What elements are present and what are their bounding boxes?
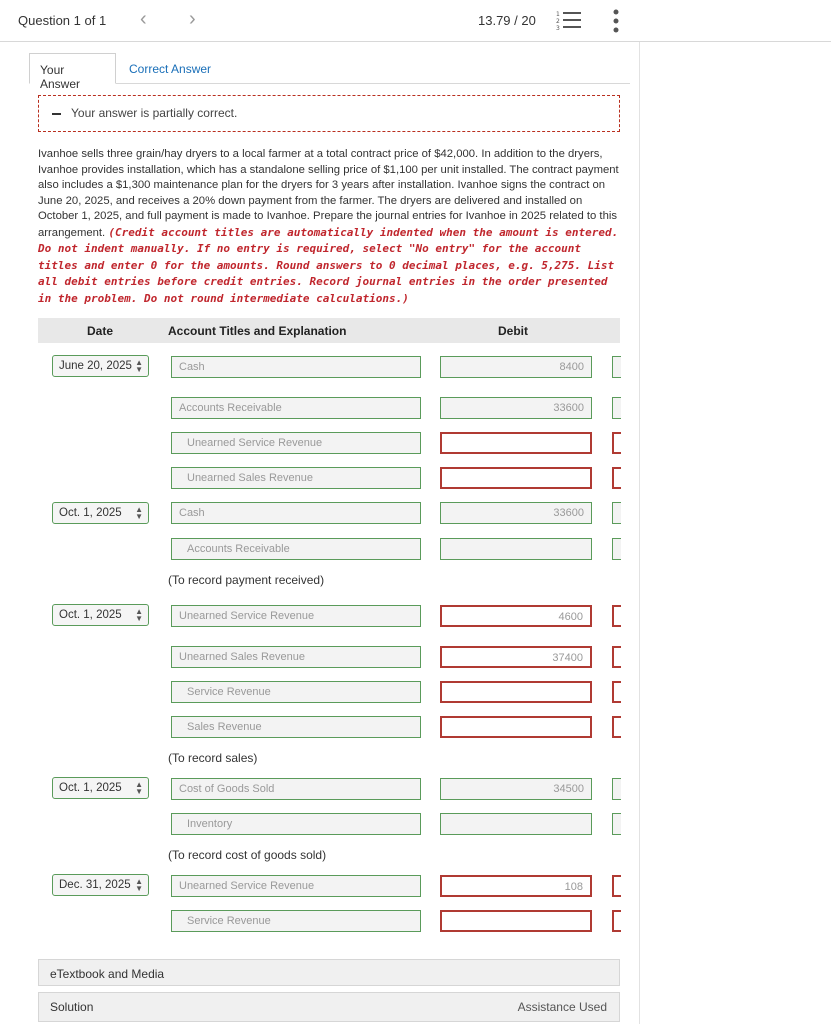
credit-input[interactable] [612, 875, 621, 897]
debit-input[interactable]: 108 [440, 875, 592, 897]
entry-note: (To record payment received) [168, 573, 325, 587]
account-input[interactable]: Service Revenue [171, 910, 421, 932]
assistance-used-label: Assistance Used [517, 1000, 607, 1014]
debit-input[interactable] [440, 538, 592, 560]
top-bar [0, 0, 831, 42]
problem-statement [38, 147, 620, 307]
debit-input[interactable] [440, 716, 592, 738]
account-input[interactable]: Unearned Service Revenue [171, 432, 421, 454]
account-input[interactable]: Inventory [171, 813, 421, 835]
debit-input[interactable]: 33600 [440, 397, 592, 419]
account-input[interactable]: Unearned Service Revenue [171, 605, 421, 627]
svg-text:3: 3 [556, 25, 560, 31]
credit-input[interactable] [612, 538, 621, 560]
answer-tabs [29, 53, 630, 91]
credit-input[interactable] [612, 467, 621, 489]
debit-input[interactable] [440, 813, 592, 835]
account-input[interactable]: Unearned Sales Revenue [171, 646, 421, 668]
question-counter: Question 1 of 1 [18, 13, 107, 28]
problem-instructions: (Credit account titles are automatically indented when the amount is entered. Do not indent manually. If no entry is required, select "No entry" for the account titles and enter 0 for the amounts. Round answers to 0 decimal places, e.g. 5,275. List all debit entries before credit entries. Record journal entries in the order presented in the problem. Do not round intermediate calculations.) [38, 225, 619, 305]
panel-divider [639, 42, 640, 1024]
kebab-menu-icon[interactable] [612, 9, 620, 33]
tab-your-answer[interactable]: Your Answer [29, 53, 116, 84]
select-arrows-icon: ▲ ▼ [135, 607, 143, 623]
debit-input[interactable]: 33600 [440, 502, 592, 524]
debit-input[interactable] [440, 467, 592, 489]
credit-input[interactable] [612, 716, 621, 738]
partial-icon [52, 113, 61, 115]
date-select[interactable] [52, 604, 149, 626]
account-input[interactable]: Cost of Goods Sold [171, 778, 421, 800]
credit-input[interactable] [612, 502, 621, 524]
credit-input[interactable] [612, 646, 621, 668]
date-value: Oct. 1, 2025 [59, 609, 122, 621]
credit-input[interactable] [612, 356, 621, 378]
debit-input[interactable] [440, 681, 592, 703]
account-input[interactable]: Sales Revenue [171, 716, 421, 738]
debit-input[interactable]: 37400 [440, 646, 592, 668]
account-input[interactable]: Unearned Service Revenue [171, 875, 421, 897]
credit-input[interactable] [612, 910, 621, 932]
credit-input[interactable] [612, 681, 621, 703]
header-account: Account Titles and Explanation [168, 324, 347, 338]
status-box [38, 95, 620, 132]
date-value: Dec. 31, 2025 [59, 879, 131, 891]
solution-section[interactable] [38, 992, 620, 1022]
solution-label: Solution [50, 1000, 94, 1014]
account-input[interactable]: Cash [171, 502, 421, 524]
select-arrows-icon: ▲ ▼ [135, 780, 143, 796]
date-select[interactable] [52, 502, 149, 524]
journal-table-header [38, 318, 620, 343]
status-message: Your answer is partially correct. [71, 106, 238, 120]
date-select[interactable] [52, 355, 149, 377]
credit-input[interactable] [612, 432, 621, 454]
credit-input[interactable] [612, 813, 621, 835]
debit-input[interactable]: 8400 [440, 356, 592, 378]
tab-correct-answer[interactable]: Correct Answer [129, 62, 212, 76]
score-display: 13.79 / 20 [478, 13, 536, 28]
svg-text:1: 1 [556, 11, 560, 18]
account-input[interactable]: Accounts Receivable [171, 397, 421, 419]
chevron-left-icon[interactable]: ‹ [140, 8, 147, 30]
date-value: Oct. 1, 2025 [59, 507, 122, 519]
date-select[interactable] [52, 777, 149, 799]
entry-note: (To record sales) [168, 751, 258, 765]
date-value: Oct. 1, 2025 [59, 782, 122, 794]
date-value: June 20, 2025 [59, 360, 132, 372]
header-date: Date [87, 324, 114, 338]
svg-text:2: 2 [556, 18, 560, 25]
header-debit: Debit [498, 324, 528, 338]
debit-input[interactable] [440, 910, 592, 932]
etextbook-media-section[interactable] [38, 959, 620, 986]
select-arrows-icon: ▲ ▼ [135, 877, 143, 893]
credit-input[interactable] [612, 605, 621, 627]
account-input[interactable]: Service Revenue [171, 681, 421, 703]
credit-input[interactable] [612, 778, 621, 800]
account-input[interactable]: Accounts Receivable [171, 538, 421, 560]
debit-input[interactable] [440, 432, 592, 454]
chevron-right-icon[interactable]: › [189, 8, 196, 30]
etextbook-label: eTextbook and Media [50, 967, 165, 981]
credit-input[interactable] [612, 397, 621, 419]
date-select[interactable] [52, 874, 149, 896]
debit-input[interactable]: 34500 [440, 778, 592, 800]
numbered-list-icon[interactable] [556, 9, 582, 31]
debit-input[interactable]: 4600 [440, 605, 592, 627]
problem-text: Ivanhoe sells three grain/hay dryers to a local farmer at a total contract price of $42,000. In addition to the dryers, Ivanhoe provides installation, which has a standalone selling price of $1,100 per unit installed. The contract payment also includes a $1,300 maintenance plan for the dryers for 3 years after installation. Ivanhoe signs the contract on June 20, 2025, and receives a 20% down payment from the farmer. The dryers are delivered and installed on October 1, 2025, and full payment is made to Ivanhoe. Prepare the journal entries for Ivanhoe in 2025 related to this arrangement. [38, 148, 619, 239]
account-input[interactable]: Cash [171, 356, 421, 378]
entry-note: (To record cost of goods sold) [168, 848, 327, 862]
select-arrows-icon: ▲ ▼ [135, 505, 143, 521]
account-input[interactable]: Unearned Sales Revenue [171, 467, 421, 489]
select-arrows-icon: ▲ ▼ [135, 358, 143, 374]
